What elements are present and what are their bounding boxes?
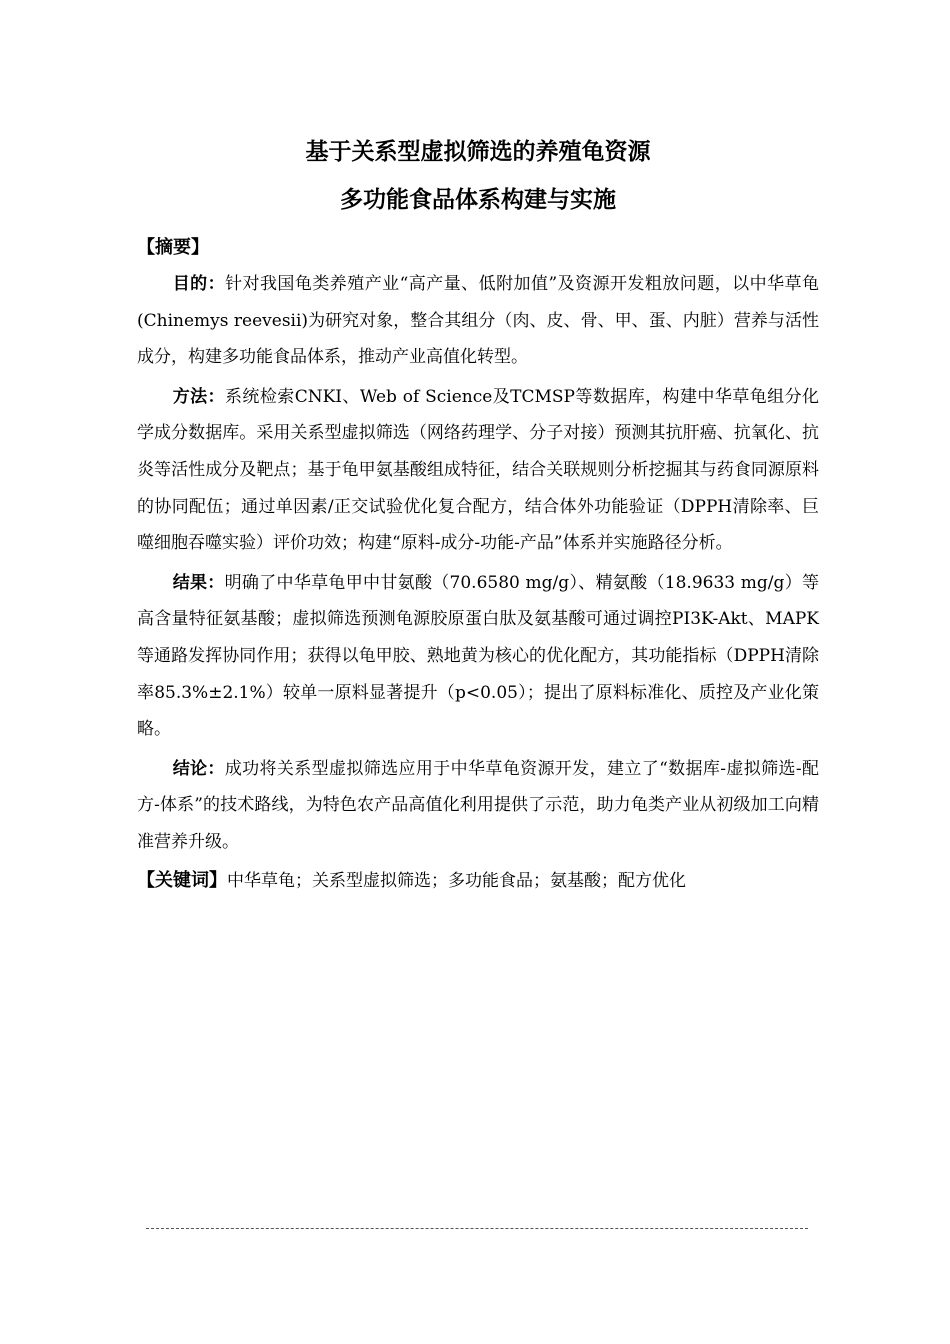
- keywords-line: [137, 863, 819, 899]
- methods-text: 系统检索CNKI、Web of Science及TCMSP等数据库，构建中华草龟组分化学成分数据库。采用关系型虚拟筛选（网络药理学、分子对接）预测其抗肝癌、抗氧化、抗炎等活性成分及靶点；基于龟甲氨基酸组成特征，结合关联规则分析挖掘其与药食同源原料的协同配伍；通过单因素/正交试验优化复合配方，结合体外功能验证（DPPH清除率、巨噬细胞吞噬实验）评价功效；构建“原料-成分-功能-产品”体系并实施路径分析。: [137, 386, 819, 554]
- methods-label: 方法：: [172, 386, 225, 407]
- abstract-heading: 【摘要】: [137, 237, 209, 258]
- objective-label: 目的：: [172, 274, 226, 294]
- page-title: [137, 128, 819, 224]
- conclusion-text: 成功将关系型虚拟筛选应用于中华草龟资源开发，建立了“数据库-虚拟筛选-配方-体系”的技术路线，为特色农产品高值化利用提供了示范，助力龟类产业从初级加工向精准营养升级。: [137, 758, 820, 852]
- abstract-methods: [137, 379, 819, 562]
- keywords-label: 【关键词】: [137, 869, 227, 891]
- abstract-conclusion: [137, 751, 819, 861]
- keywords-text: 中华草龟；关系型虚拟筛选；多功能食品；氨基酸；配方优化: [227, 870, 686, 891]
- document-page: [137, 128, 819, 899]
- objective-text: 针对我国龟类养殖产业“高产量、低附加值”及资源开发粗放问题，以中华草龟(Chinemys reevesii)为研究对象，整合其组分（肉、皮、骨、甲、蛋、内脏）营养与活性成分，构建多功能食品体系，推动产业高值化转型。: [137, 274, 819, 368]
- footer-divider: [146, 1228, 808, 1229]
- abstract-results: [137, 565, 819, 748]
- title-line-1: 基于关系型虚拟筛选的养殖龟资源: [305, 139, 651, 165]
- conclusion-label: 结论：: [172, 758, 225, 779]
- abstract-objective: [137, 266, 819, 376]
- results-text: 明确了中华草龟甲中甘氨酸（70.6580 mg/g）、精氨酸（18.9633 mg/g）等高含量特征氨基酸；虚拟筛选预测龟源胶原蛋白肽及氨基酸可通过调控PI3K-Akt、MAPK等通路发挥协同作用；获得以龟甲胶、熟地黄为核心的优化配方，其功能指标（DPPH清除率85.3%±2.1%）较单一原料显著提升（p<0.05）；提出了原料标准化、质控及产业化策略。: [137, 572, 820, 740]
- results-label: 结果：: [172, 572, 225, 593]
- title-line-2: 多功能食品体系构建与实施: [340, 187, 616, 213]
